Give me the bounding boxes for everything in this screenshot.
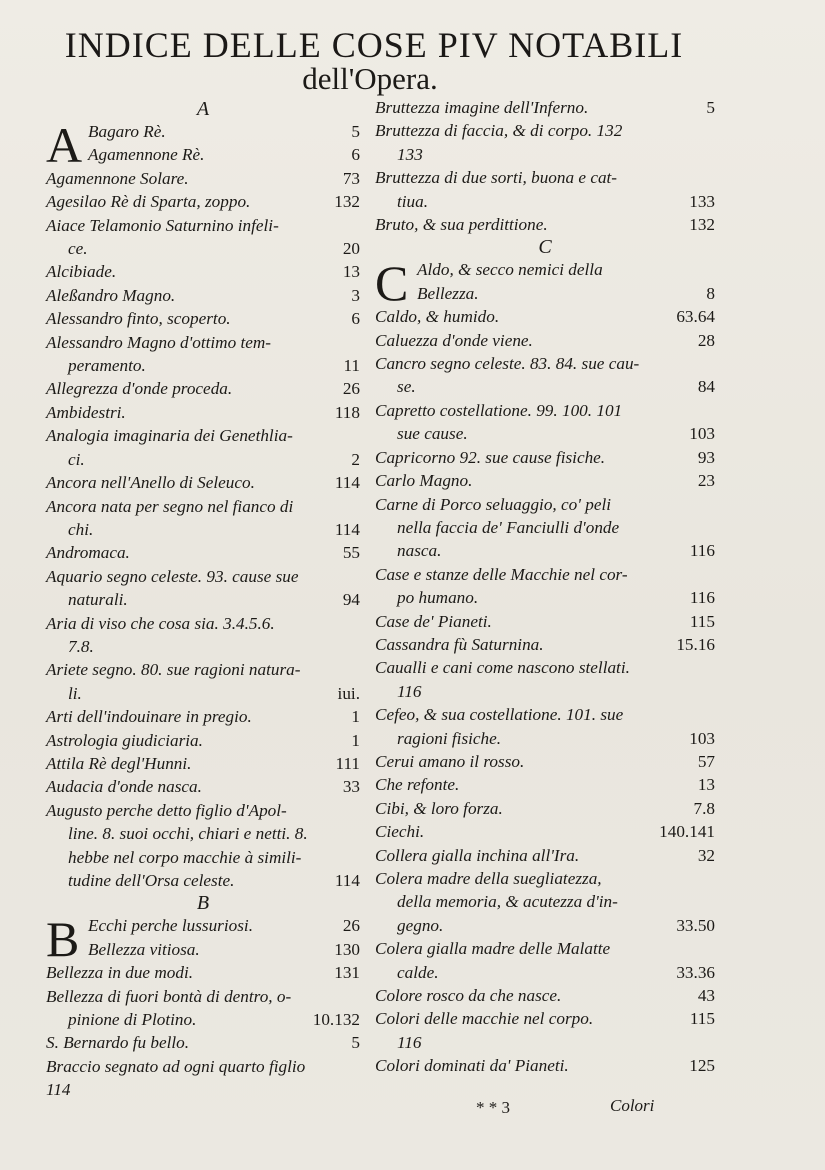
entry-text: Aria di viso che cosa sia. 3.4.5.6. [46, 613, 275, 633]
entry-text: Caluezza d'onde viene. [375, 330, 533, 350]
entry-page-number: 10.132 [312, 1010, 360, 1030]
entry-page-number: 3 [351, 285, 360, 305]
index-entry [375, 890, 715, 913]
entry-page-number: 55 [342, 543, 360, 563]
entry-text: ce. [68, 239, 88, 259]
index-entry [375, 516, 715, 539]
index-entry [46, 635, 360, 658]
page-subtitle: dell'Opera. [302, 61, 438, 96]
entry-text: line. 8. suoi occhi, chiari e netti. 8. [68, 824, 308, 844]
entry-text: Cancro segno celeste. 83. 84. sue cau- [375, 354, 640, 374]
entry-text: nella faccia de' Fanciulli d'onde [397, 517, 620, 537]
entry-text: Ariete segno. 80. sue ragioni natura- [46, 660, 301, 680]
entry-text: Case de' Pianeti. [375, 611, 492, 631]
entry-text: Colore rosco da che nasce. [375, 986, 562, 1006]
entry-text: Agamennone Solare. [46, 168, 189, 188]
entry-text: Cassandra fù Saturnina. [375, 634, 544, 654]
index-entry [46, 705, 360, 728]
index-entry [375, 656, 715, 679]
index-entry [46, 846, 360, 869]
index-entry [375, 190, 715, 213]
entry-page-number: 5 [351, 122, 360, 141]
entry-text: Case e stanze delle Macchie nel cor- [375, 564, 628, 584]
index-entry [375, 586, 715, 609]
index-entry [46, 1078, 360, 1101]
index-entry [46, 518, 360, 541]
index-entry [46, 143, 360, 166]
index-entry [46, 985, 360, 1008]
entry-text: 7.8. [68, 636, 94, 656]
entry-text: Ciechi. [375, 822, 425, 842]
entry-text: Che refonte. [375, 775, 460, 795]
entry-text: chi. [68, 519, 94, 539]
entry-page-number: iui. [337, 683, 360, 703]
entry-page-number: 116 [689, 541, 715, 561]
index-column-left [46, 98, 360, 1102]
index-entry [46, 401, 360, 424]
drop-cap: B [46, 911, 80, 968]
entry-page-number: 103 [689, 424, 715, 444]
index-entry [375, 1007, 715, 1030]
entry-page-number: 130 [334, 939, 360, 959]
index-entry [375, 375, 715, 398]
entry-page-number: 5 [351, 1033, 360, 1053]
entry-page-number: 6 [351, 309, 360, 329]
entry-text: nasca. [397, 541, 442, 561]
entry-page-number: 131 [334, 963, 360, 983]
entry-text: Carlo Magno. [375, 471, 473, 491]
index-entry [46, 495, 360, 518]
index-entry [375, 119, 715, 142]
entry-text: 116 [397, 1032, 422, 1052]
entry-text: Aiace Telamonio Saturnino infeli- [46, 215, 279, 235]
index-entry [375, 1031, 715, 1054]
entry-page-number: 93 [697, 447, 715, 467]
drop-cap: A [46, 117, 83, 173]
entry-text: 116 [397, 681, 422, 701]
index-entry [46, 167, 360, 190]
index-entry [46, 190, 360, 213]
entry-page-number: 125 [689, 1056, 715, 1076]
entry-text: Cerui amano il rosso. [375, 751, 525, 771]
entry-page-number: 13 [342, 262, 360, 282]
index-entry [375, 143, 715, 166]
entry-text: Capricorno 92. sue cause fisiche. [375, 447, 606, 467]
entry-text: Bruttezza imagine dell'Inferno. [375, 98, 589, 117]
index-entry [375, 1054, 715, 1077]
index-entry [375, 166, 715, 189]
entry-text: Astrologia giudiciaria. [46, 730, 203, 750]
index-entry [46, 914, 360, 937]
index-entry [46, 331, 360, 354]
entry-text: Aquario segno celeste. 93. cause sue [46, 566, 299, 586]
entry-text: Alessandro Magno d'ottimo tem- [46, 332, 272, 352]
index-entry [375, 282, 715, 305]
entry-page-number: 116 [689, 588, 715, 608]
entry-page-number: 118 [334, 402, 360, 422]
entry-page-number: 133 [689, 191, 715, 211]
entry-text: Caualli e cani come nascono stellati. [375, 658, 630, 678]
entry-page-number: 6 [351, 145, 360, 165]
entry-page-number: 32 [697, 845, 715, 865]
entry-text: Capretto costellatione. 99. 100. 101 [375, 400, 623, 420]
signature-mark: * * 3 [476, 1098, 510, 1117]
entry-text: Analogia imaginaria dei Genethlia- [46, 426, 293, 446]
entry-text: Ambidestri. [46, 402, 126, 422]
index-entry [375, 680, 715, 703]
entry-text: Collera gialla inchina all'Ira. [375, 845, 580, 865]
index-entry [46, 448, 360, 471]
index-entry [375, 773, 715, 796]
index-entry [375, 750, 715, 773]
drop-cap: C [375, 255, 409, 312]
index-entry [375, 937, 715, 960]
entry-text: Cibi, & loro forza. [375, 798, 503, 818]
index-entry [375, 820, 715, 843]
entry-text: Allegrezza d'onde proceda. [46, 379, 233, 399]
index-entry [46, 424, 360, 447]
index-entry [46, 612, 360, 635]
index-entry [375, 422, 715, 445]
entry-page-number: 20 [342, 239, 360, 259]
index-entry [46, 565, 360, 588]
index-entry [375, 961, 715, 984]
entry-page-number: 33.50 [676, 915, 715, 935]
drop-cap-group [375, 255, 715, 312]
index-entry [46, 799, 360, 822]
entry-page-number: 15.16 [676, 634, 715, 654]
index-entry [375, 399, 715, 422]
entry-text: ci. [68, 449, 85, 469]
entry-text: Caldo, & humido. [375, 307, 500, 327]
index-entry [375, 914, 715, 937]
entry-page-number: 8 [706, 283, 715, 303]
index-entry [375, 563, 715, 586]
entry-page-number: 57 [697, 751, 715, 771]
entry-page-number: 1 [351, 730, 360, 750]
entry-text: calde. [397, 962, 439, 982]
entry-text: se. [397, 377, 416, 397]
entry-text: Colera madre della suegliatezza, [375, 869, 602, 888]
index-entry [46, 588, 360, 611]
index-entry [46, 471, 360, 494]
entry-text: po humano. [397, 588, 479, 608]
index-entry [375, 96, 715, 119]
entry-page-number: 23 [697, 471, 715, 491]
index-entry [46, 541, 360, 564]
index-entry [46, 260, 360, 283]
entry-text: Arti dell'indouinare in pregio. [46, 707, 252, 727]
index-entry [375, 352, 715, 375]
entry-page-number: 114 [334, 871, 360, 890]
index-entry [46, 658, 360, 681]
index-entry [375, 844, 715, 867]
entry-text: ragioni fisiche. [397, 728, 502, 748]
entry-page-number: 11 [343, 356, 360, 376]
entry-page-number: 33 [342, 777, 360, 797]
entry-text: gegno. [397, 915, 444, 935]
drop-cap-group [46, 911, 360, 968]
section-letter: B [196, 892, 210, 915]
index-entry [46, 1008, 360, 1031]
entry-text: Bagaro Rè. [88, 122, 166, 141]
entry-text: hebbe nel corpo macchie à simili- [68, 847, 302, 867]
entry-page-number: 94 [342, 590, 360, 610]
index-entry [375, 539, 715, 562]
index-entry [375, 469, 715, 492]
entry-page-number: 114 [334, 519, 360, 539]
entry-page-number: 26 [342, 379, 360, 399]
entry-text: della memoria, & acutezza d'in- [397, 892, 618, 912]
entry-page-number: 140.141 [659, 822, 715, 842]
entry-page-number: 26 [342, 916, 360, 936]
entry-page-number: 63.64 [676, 307, 715, 327]
entry-page-number: 73 [342, 168, 360, 188]
index-entry [46, 729, 360, 752]
index-entry [375, 984, 715, 1007]
entry-text: Bellezza di fuori bontà di dentro, o- [46, 986, 292, 1006]
entry-page-number: 115 [689, 1009, 715, 1029]
entry-text: Audacia d'onde nasca. [46, 777, 202, 797]
entry-text: Attila Rè degl'Hunni. [46, 753, 192, 773]
index-entry [46, 377, 360, 400]
index-entry [46, 214, 360, 237]
index-entry [46, 354, 360, 377]
entry-text: Agamennone Rè. [88, 145, 205, 165]
index-entry [46, 120, 360, 143]
entry-text: Cefeo, & sua costellatione. 101. sue [375, 705, 624, 725]
index-entry [375, 258, 715, 281]
entry-text: 133 [397, 144, 423, 164]
entry-page-number: 114 [334, 473, 360, 493]
entry-text: Alcibiade. [46, 262, 117, 282]
entry-page-number: 103 [689, 728, 715, 748]
entry-page-number: 33.36 [676, 962, 715, 982]
entry-page-number: 5 [706, 98, 715, 117]
entry-text: Ancora nell'Anello di Seleuco. [46, 473, 255, 493]
entry-text: peramento. [68, 356, 146, 376]
entry-page-number: 13 [697, 775, 715, 795]
entry-text: Colori dominati da' Pianeti. [375, 1056, 569, 1076]
index-entry [375, 727, 715, 750]
index-entry [46, 1031, 360, 1054]
entry-text: Bellezza vitiosa. [88, 939, 200, 959]
index-column-right [375, 96, 715, 1078]
entry-page-number: 43 [697, 986, 715, 1006]
index-entry [375, 633, 715, 656]
entry-text: li. [68, 683, 82, 703]
entry-text: Bruttezza di faccia, & di corpo. 132 [375, 121, 623, 141]
entry-text: 114 [46, 1080, 71, 1100]
index-entry [46, 938, 360, 961]
entry-page-number: 2 [351, 449, 360, 469]
index-entry [375, 305, 715, 328]
index-entry [375, 493, 715, 516]
entry-page-number: 7.8 [693, 798, 715, 818]
index-entry [46, 822, 360, 845]
entry-text: Alessandro finto, scoperto. [46, 309, 231, 329]
entry-text: Ecchi perche lussuriosi. [88, 916, 254, 936]
entry-text: S. Bernardo fu bello. [46, 1033, 190, 1053]
section-letter: C [538, 236, 552, 259]
index-entry [46, 752, 360, 775]
index-entry [375, 329, 715, 352]
entry-text: Bellezza. [417, 283, 479, 303]
entry-text: Aleßandro Magno. [46, 285, 176, 305]
index-entry [375, 446, 715, 469]
index-entry [46, 961, 360, 984]
index-entry [46, 237, 360, 260]
entry-text: Bruto, & sua perdittione. [375, 215, 548, 235]
entry-text: Braccio segnato ad ogni quarto figlio [46, 1056, 306, 1076]
entry-text: tudine dell'Orsa celeste. [68, 871, 235, 890]
entry-text: Ancora nata per segno nel fianco di [46, 496, 294, 516]
index-entry [46, 775, 360, 798]
entry-text: Aldo, & secco nemici della [417, 260, 603, 280]
index-entry [46, 682, 360, 705]
entry-page-number: 132 [334, 192, 360, 212]
index-entry [46, 307, 360, 330]
index-entry [46, 1055, 360, 1078]
index-entry [375, 797, 715, 820]
entry-text: Colori delle macchie nel corpo. [375, 1009, 594, 1029]
entry-text: Andromaca. [46, 543, 130, 563]
catchword: Colori [610, 1096, 655, 1115]
entry-page-number: 1 [351, 707, 360, 727]
drop-cap-group [46, 117, 360, 173]
entry-text: Bruttezza di due sorti, buona e cat- [375, 168, 618, 188]
entry-text: Colera gialla madre delle Malatte [375, 939, 611, 959]
entry-text: Augusto perche detto figlio d'Apol- [46, 800, 287, 820]
index-entry [375, 867, 715, 890]
section-letter: A [196, 98, 210, 120]
index-entry [46, 869, 360, 892]
entry-page-number: 84 [697, 377, 715, 397]
entry-text: naturali. [68, 590, 128, 610]
index-entry [46, 284, 360, 307]
entry-page-number: 115 [689, 611, 715, 631]
entry-text: sue cause. [397, 424, 468, 444]
entry-text: Carne di Porco seluaggio, co' peli [375, 494, 611, 514]
index-entry [375, 703, 715, 726]
entry-page-number: 132 [689, 215, 715, 235]
page-title: INDICE DELLE COSE PIV NOTABILI [64, 25, 684, 65]
entry-text: pinione di Plotino. [68, 1010, 197, 1030]
entry-text: tiua. [397, 191, 429, 211]
index-entry [375, 610, 715, 633]
entry-page-number: 111 [335, 753, 360, 773]
entry-text: Bellezza in due modi. [46, 963, 194, 983]
index-entry [375, 213, 715, 236]
entry-text: Agesilao Rè di Sparta, zoppo. [46, 192, 251, 212]
entry-page-number: 28 [697, 330, 715, 350]
